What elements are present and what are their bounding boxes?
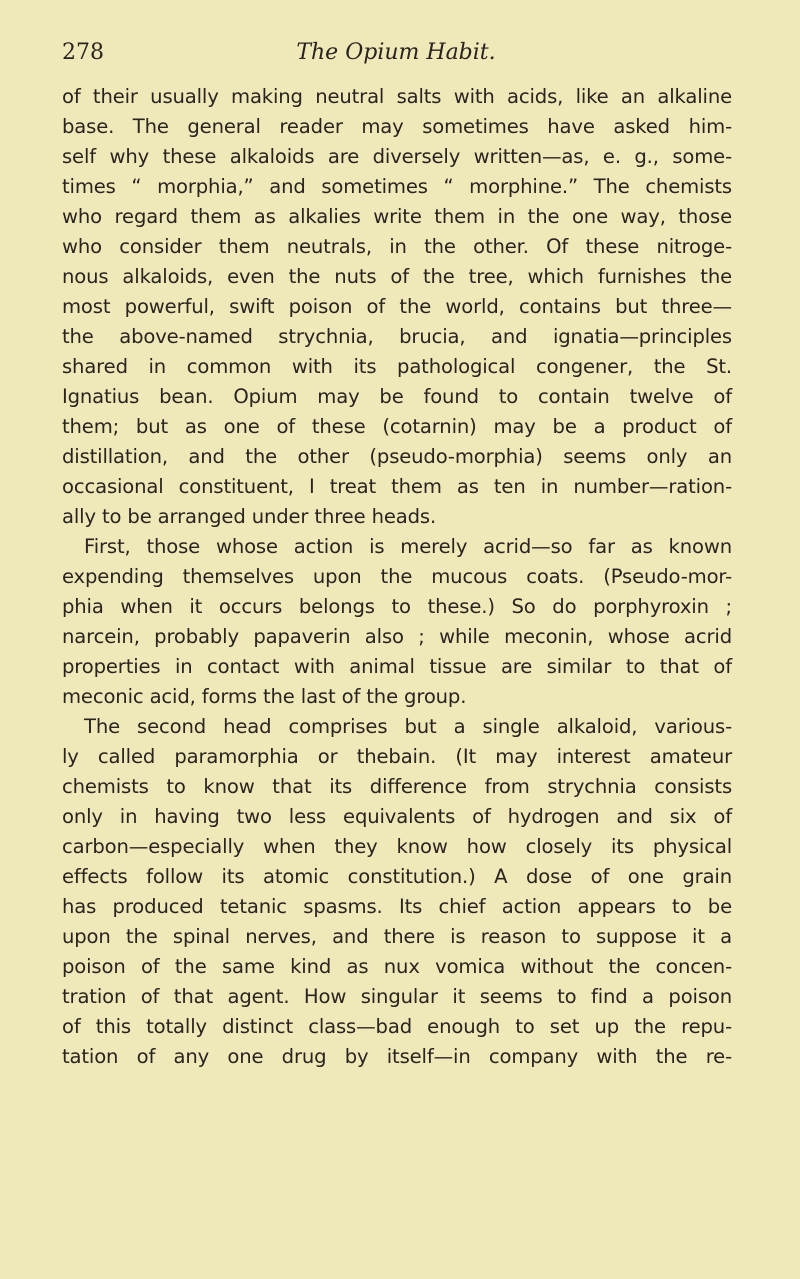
text-line: meconic acid, forms the last of the group. xyxy=(62,685,467,708)
text-line: properties in contact with animal tissue are similar to that of xyxy=(62,655,732,678)
page-header xyxy=(62,40,730,80)
text-line: base. The general reader may sometimes have asked him- xyxy=(62,115,732,138)
text-line: who consider them neutrals, in the other. Of these nitroge- xyxy=(62,235,732,258)
text-line: poison of the same kind as nux vomica without the concen- xyxy=(62,955,732,978)
text-line: ally to be arranged under three heads. xyxy=(62,505,437,528)
text-line: the above-named strychnia, brucia, and ignatia—principles xyxy=(62,325,732,348)
text-line: them; but as one of these (cotarnin) may be a product of xyxy=(62,415,732,438)
text-line: shared in common with its pathological congener, the St. xyxy=(62,355,732,378)
page-number: 278 xyxy=(62,40,104,65)
text-line: nous alkaloids, even the nuts of the tree, which furnishes the xyxy=(62,265,732,288)
text-line: expending themselves upon the mucous coats. (Pseudo-mor- xyxy=(62,565,732,588)
text-line: occasional constituent, I treat them as ten in number—ration- xyxy=(62,475,732,498)
text-line: of this totally distinct class—bad enough to set up the repu- xyxy=(62,1015,732,1038)
text-line: times “ morphia,” and sometimes “ morphine.” The chemists xyxy=(62,175,732,198)
text-line: self why these alkaloids are diversely written—as, e. g., some- xyxy=(62,145,732,168)
body-text xyxy=(62,82,732,1072)
text-line: upon the spinal nerves, and there is reason to suppose it a xyxy=(62,925,732,948)
text-line: carbon—especially when they know how closely its physical xyxy=(62,835,732,858)
text-line: narcein, probably papaverin also ; while meconin, whose acrid xyxy=(62,625,732,648)
text-line: distillation, and the other (pseudo-morphia) seems only an xyxy=(62,445,732,468)
text-line: who regard them as alkalies write them in the one way, those xyxy=(62,205,732,228)
text-line: most powerful, swift poison of the world, contains but three— xyxy=(62,295,732,318)
text-line: Ignatius bean. Opium may be found to contain twelve of xyxy=(62,385,732,408)
text-line: ly called paramorphia or thebain. (It may interest amateur xyxy=(62,745,732,768)
text-line: effects follow its atomic constitution.) A dose of one grain xyxy=(62,865,732,888)
text-line: First, those whose action is merely acrid—so far as known xyxy=(84,535,732,558)
text-line: of their usually making neutral salts with acids, like an alkaline xyxy=(62,85,732,108)
text-line: only in having two less equivalents of hydrogen and six of xyxy=(62,805,732,828)
text-line: The second head comprises but a single alkaloid, various- xyxy=(84,715,732,738)
text-line: chemists to know that its difference from strychnia consists xyxy=(62,775,732,798)
text-line: tration of that agent. How singular it seems to find a poison xyxy=(62,985,732,1008)
text-line: tation of any one drug by itself—in company with the re- xyxy=(62,1045,732,1068)
text-line: phia when it occurs belongs to these.) So do porphyroxin ; xyxy=(62,595,732,618)
running-title: The Opium Habit. xyxy=(296,40,496,65)
text-line: has produced tetanic spasms. Its chief action appears to be xyxy=(62,895,732,918)
